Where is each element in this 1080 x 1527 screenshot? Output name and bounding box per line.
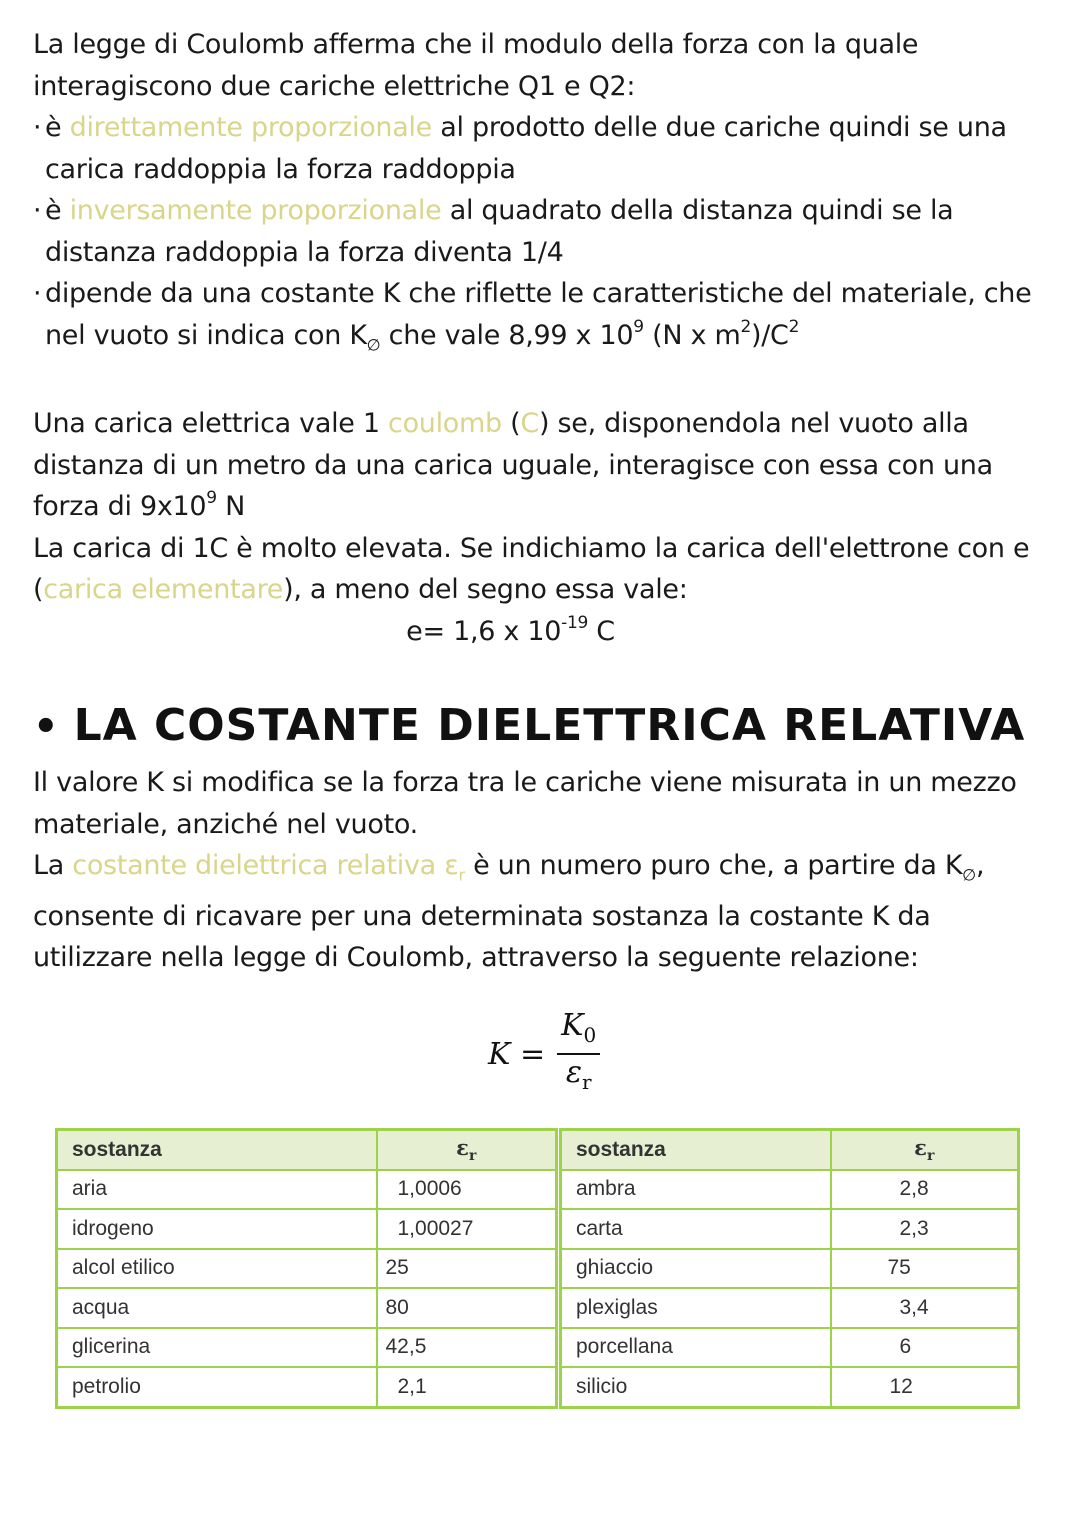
highlight-term: costante dielettrica relativa $\varepsilon_r$ [72, 850, 465, 885]
bullet-inverse-proportional: · è inversamente proporzionale al quadrato della distanza quindi se la [33, 195, 954, 226]
table-cell: silicio [561, 1367, 831, 1407]
text-line: (carica elementare), a meno del segno essa vale: [33, 574, 688, 605]
dielectric-paragraph [33, 762, 1043, 979]
table-row [561, 1367, 1019, 1407]
table-cell: petrolio [57, 1367, 377, 1407]
text-line: interagiscono due cariche elettriche Q1 e Q2: [33, 70, 636, 102]
table-cell: ghiaccio [561, 1249, 831, 1289]
table-row [57, 1209, 557, 1249]
table-cell: 25 [377, 1249, 557, 1289]
table-row [561, 1328, 1019, 1368]
column-header-epsilon: $\varepsilon_r$ [377, 1130, 557, 1170]
highlight-term: inversamente proporzionale [69, 195, 442, 226]
table-cell: 3,4 [831, 1288, 1019, 1328]
text-line: La costante dielettrica relativa $\varepsilon_r$ è un numero puro che, a partire da $K_\emptyset$, [33, 850, 985, 885]
text-line: Una carica elettrica vale 1 coulomb (C) se, disponendola nel vuoto alla [33, 408, 969, 439]
text-line: consente di ricavare per una determinata sostanza la costante K da [33, 900, 931, 932]
table-cell: 80 [377, 1288, 557, 1328]
text-line: nel vuoto si indica con $K_\emptyset$ che vale 8,99 x $10^9$ (N x $m^2)/C^2$ [45, 316, 800, 354]
text-line: Il valore K si modifica se la forza tra le cariche viene misurata in un mezzo [33, 767, 1017, 798]
coulomb-unit-paragraph [33, 403, 1043, 652]
text-line: materiale, anziché nel vuoto. [33, 808, 418, 840]
table-cell: 2,3 [831, 1209, 1019, 1249]
table-cell: 42,5 [377, 1328, 557, 1368]
table-cell: aria [57, 1170, 377, 1210]
table-cell: ambra [561, 1170, 831, 1210]
bullet-constant-k: · dipende da una costante K che riflette le caratteristiche del materiale, che [33, 278, 1032, 309]
text-line: distanza di un metro da una carica uguale, interagisce con essa con una [33, 449, 993, 481]
highlight-term: C [520, 408, 539, 439]
table-cell: 1,0006 [377, 1170, 557, 1210]
table-cell: 1,00027 [377, 1209, 557, 1249]
table-cell: plexiglas [561, 1288, 831, 1328]
k-formula [488, 1008, 600, 1100]
table-cell: glicerina [57, 1328, 377, 1368]
table-row [57, 1249, 557, 1289]
table-cell: acqua [57, 1288, 377, 1328]
text-line: La carica di 1C è molto elevata. Se indichiamo la carica dell'elettrone con e [33, 532, 1030, 564]
bullet-direct-proportional: · è direttamente proporzionale al prodotto delle due cariche quindi se una [33, 112, 1007, 143]
table-row [561, 1170, 1019, 1210]
table-cell: 12 [831, 1367, 1019, 1407]
elementary-charge-equation: e= 1,6 x $10^{-19}$ C [406, 612, 615, 647]
table-cell: carta [561, 1209, 831, 1249]
column-header-sostanza: sostanza [57, 1130, 377, 1170]
table-row [561, 1249, 1019, 1289]
formula-lhs: K = [488, 1036, 546, 1072]
text-line: carica raddoppia la forza raddoppia [45, 153, 516, 185]
text-line: forza di $9x10^9$ N [33, 488, 245, 522]
table-cell: 2,8 [831, 1170, 1019, 1210]
table-cell: 2,1 [377, 1367, 557, 1407]
table-row [561, 1288, 1019, 1328]
coulomb-law-paragraph [33, 24, 1043, 365]
table-cell: 75 [831, 1249, 1019, 1289]
text-line: utilizzare nella legge di Coulomb, attraverso la seguente relazione: [33, 942, 919, 974]
section-heading: • LA COSTANTE DIELETTRICA RELATIVA [33, 700, 1026, 751]
table-cell: porcellana [561, 1328, 831, 1368]
table-row [57, 1170, 557, 1210]
text-line: La legge di Coulomb afferma che il modulo della forza con la quale [33, 29, 919, 60]
table-row [561, 1209, 1019, 1249]
table-cell: alcol etilico [57, 1249, 377, 1289]
highlight-term: coulomb [388, 408, 502, 439]
dielectric-table-right [559, 1128, 1020, 1409]
table-row [57, 1367, 557, 1407]
column-header-sostanza: sostanza [561, 1130, 831, 1170]
highlight-term: carica elementare [43, 574, 284, 605]
table-header [57, 1130, 557, 1170]
table-cell: 6 [831, 1328, 1019, 1368]
text-line: distanza raddoppia la forza diventa 1/4 [45, 236, 564, 268]
table-header [561, 1130, 1019, 1170]
column-header-epsilon: $\varepsilon_r$ [831, 1130, 1019, 1170]
table-row [57, 1328, 557, 1368]
formula-fraction: $\frac{K_0}{\varepsilon_r}$ [557, 1008, 600, 1100]
highlight-term: direttamente proporzionale [69, 112, 432, 143]
table-cell: idrogeno [57, 1209, 377, 1249]
table-row [57, 1288, 557, 1328]
dielectric-table-left [55, 1128, 558, 1409]
